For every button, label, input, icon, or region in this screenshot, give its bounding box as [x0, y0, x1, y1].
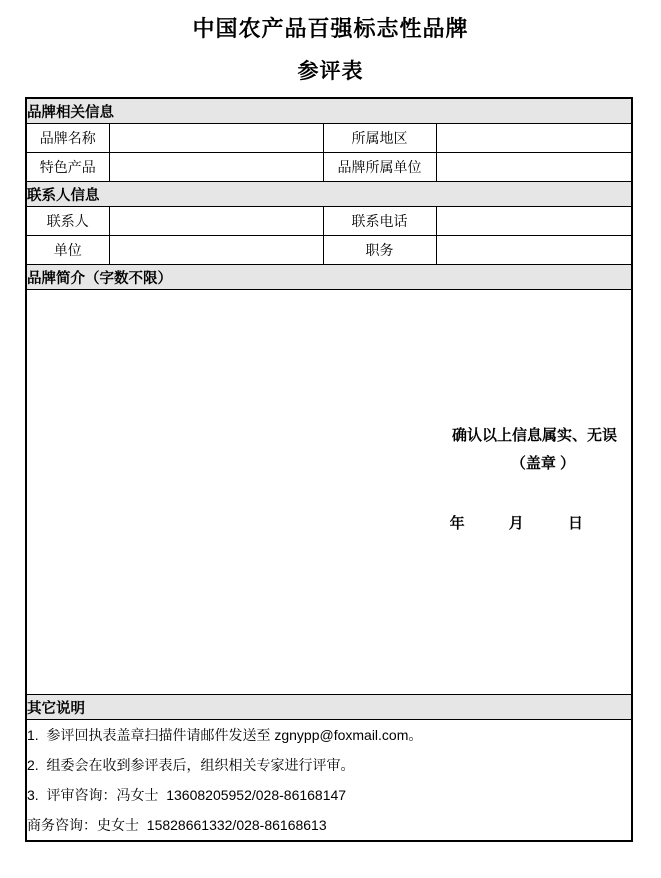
region-input[interactable] — [436, 124, 632, 153]
contact-phone-input[interactable] — [436, 207, 632, 236]
section-header-other-notes: 其它说明 — [26, 695, 632, 720]
notes-cell — [26, 720, 632, 842]
table-row — [26, 720, 632, 842]
application-form-table — [25, 97, 633, 842]
brand-owner-unit-input[interactable] — [436, 153, 632, 182]
section-header-brand-info: 品牌相关信息 — [26, 98, 632, 124]
region-label: 所属地区 — [323, 124, 436, 153]
job-title-label: 职务 — [323, 236, 436, 265]
confirmation-statement: 确认以上信息属实、无误 — [451, 427, 617, 444]
brand-name-input[interactable] — [109, 124, 323, 153]
table-row — [26, 153, 632, 182]
contact-phone-label: 联系电话 — [323, 207, 436, 236]
section-header-row-brand — [26, 98, 632, 124]
job-title-input[interactable] — [436, 236, 632, 265]
date-line — [27, 514, 617, 534]
brand-name-label: 品牌名称 — [26, 124, 109, 153]
seal-placeholder: （盖章 ） — [510, 455, 575, 472]
section-header-row-contact — [26, 182, 632, 207]
work-unit-label: 单位 — [26, 236, 109, 265]
special-product-input[interactable] — [109, 153, 323, 182]
note-line-business-contact: 商务咨询：史女士 15828661332/028-86168613 — [27, 817, 327, 833]
note-line-review-contact: 3. 评审咨询：冯女士 13608205952/028-86168147 — [27, 787, 347, 803]
contact-person-label: 联系人 — [26, 207, 109, 236]
work-unit-input[interactable] — [109, 236, 323, 265]
confirmation-block — [27, 426, 631, 558]
table-row — [26, 290, 632, 695]
contact-person-input[interactable] — [109, 207, 323, 236]
date-year-label: 年 — [449, 515, 465, 532]
date-day-label: 日 — [567, 515, 583, 532]
table-row — [26, 124, 632, 153]
special-product-label: 特色产品 — [26, 153, 109, 182]
date-month-label: 月 — [508, 515, 524, 532]
section-header-row-notes — [26, 695, 632, 720]
table-row — [26, 207, 632, 236]
brand-owner-unit-label: 品牌所属单位 — [323, 153, 436, 182]
note-line-email: 1. 参评回执表盖章扫描件请邮件发送至 zgnypp@foxmail.com。 — [27, 727, 423, 743]
page-subtitle: 参评表 — [297, 60, 364, 83]
brand-intro-textarea[interactable] — [26, 290, 632, 695]
table-row — [26, 236, 632, 265]
section-header-row-intro — [26, 265, 632, 290]
section-header-contact-info: 联系人信息 — [26, 182, 632, 207]
note-line-review-process: 2. 组委会在收到参评表后，组织相关专家进行评审。 — [27, 757, 355, 773]
page-title: 中国农产品百强标志性品牌 — [192, 16, 469, 41]
section-header-brand-intro: 品牌简介（字数不限） — [26, 265, 632, 290]
